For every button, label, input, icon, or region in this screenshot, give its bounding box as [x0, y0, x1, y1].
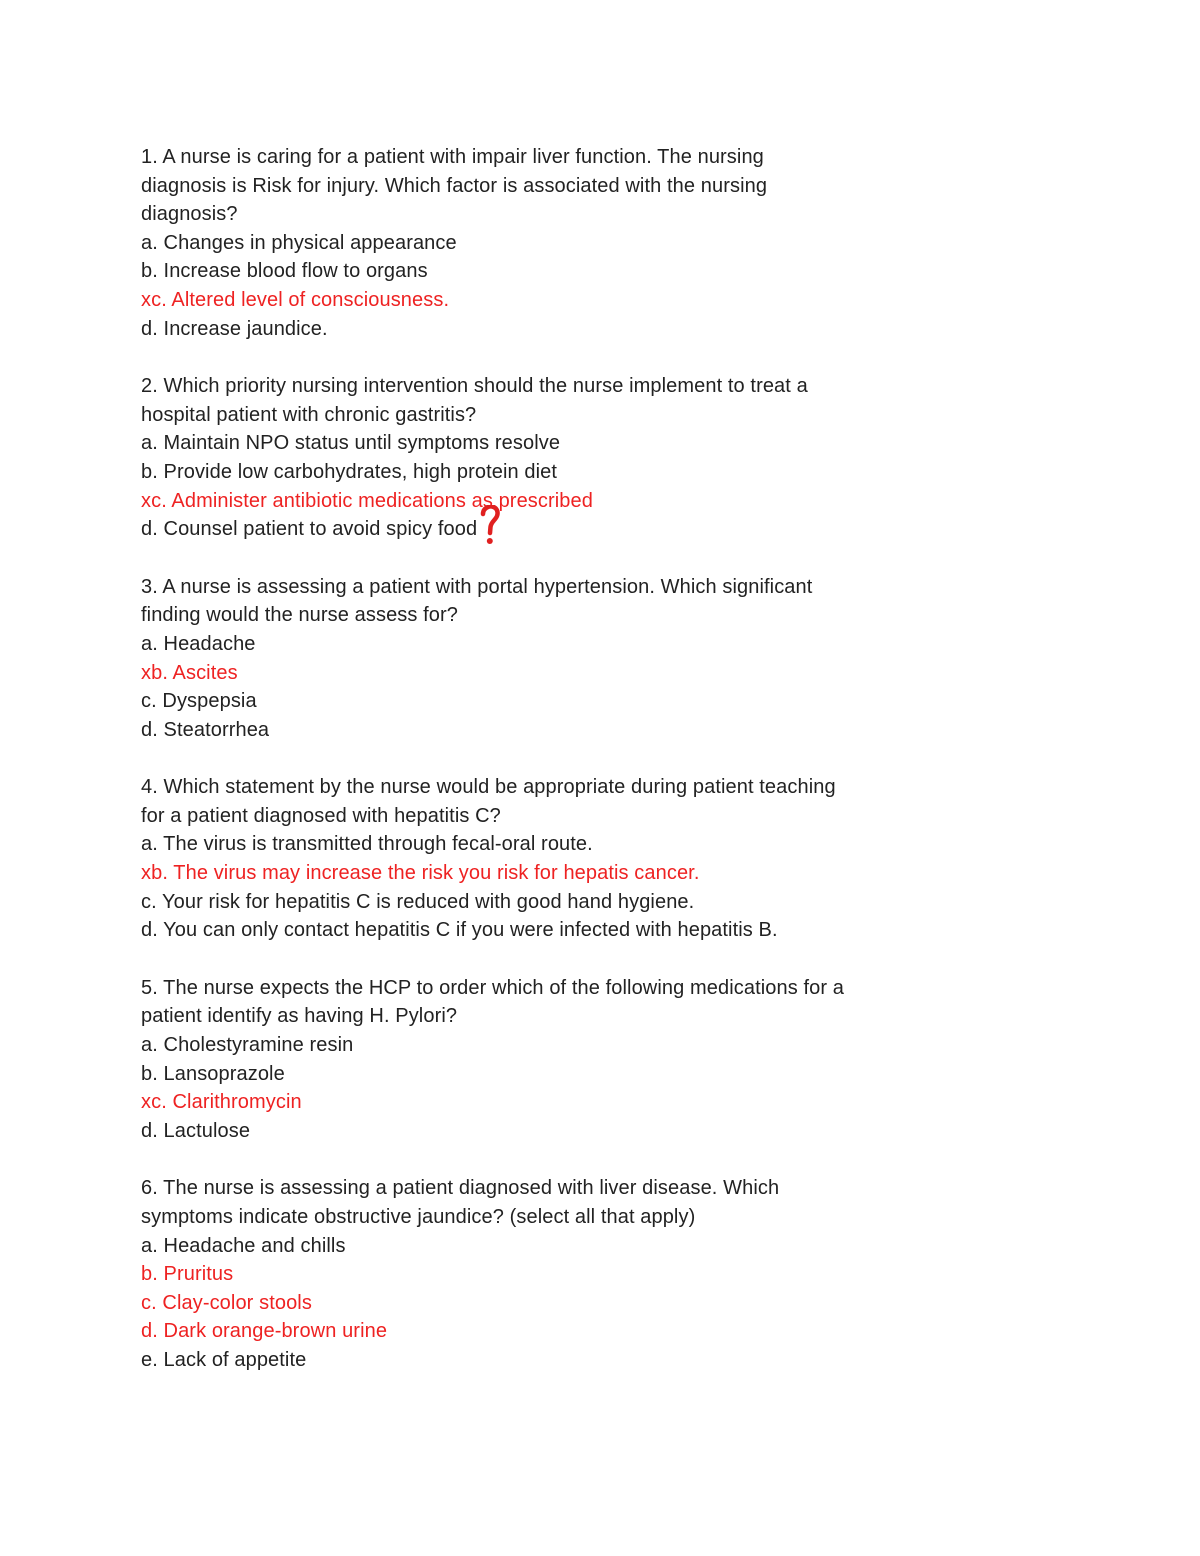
- answer-option: d. Steatorrhea: [141, 718, 270, 741]
- question-stem-line: 1. A nurse is caring for a patient with impair liver function. The nursing: [141, 146, 764, 168]
- question-stem-line: diagnosis?: [141, 203, 238, 226]
- question-stem-line: 3. A nurse is assessing a patient with portal hypertension. Which significant: [141, 575, 813, 598]
- question-stem-line: for a patient diagnosed with hepatitis C?: [141, 804, 501, 827]
- answer-option: b. Increase blood flow to organs: [141, 260, 428, 283]
- question-5: [141, 974, 921, 1146]
- selected-answer-option: xc. Administer antibiotic medications as prescribed: [141, 489, 593, 512]
- question-stem-line: diagnosis is Risk for injury. Which factor is associated with the nursing: [141, 174, 768, 197]
- answer-option: c. Your risk for hepatitis C is reduced with good hand hygiene.: [141, 890, 695, 913]
- question-stem-line: 2. Which priority nursing intervention should the nurse implement to treat a: [141, 375, 808, 398]
- question-stem-line: 5. The nurse expects the HCP to order which of the following medications for a: [141, 976, 844, 999]
- question-stem-line: finding would the nurse assess for?: [141, 604, 459, 627]
- answer-option: d. Lactulose: [141, 1119, 251, 1142]
- selected-answer-option: xc. Clarithromycin: [141, 1091, 302, 1114]
- answer-option: b. Lansoprazole: [141, 1062, 285, 1085]
- selected-answer-option: c. Clay-color stools: [141, 1291, 312, 1314]
- answer-option-with-annotation: [141, 515, 921, 544]
- question-3: [141, 573, 921, 745]
- answer-option: d. You can only contact hepatitis C if you were infected with hepatitis B.: [141, 919, 778, 942]
- selected-answer-option: b. Pruritus: [141, 1263, 234, 1286]
- question-4: [141, 773, 921, 945]
- question-stem-line: 6. The nurse is assessing a patient diagnosed with liver disease. Which: [141, 1177, 780, 1200]
- answer-option: e. Lack of appetite: [141, 1348, 307, 1371]
- answer-option-text: d. Counsel patient to avoid spicy food: [141, 518, 478, 541]
- question-1: [141, 143, 921, 343]
- question-stem-line: hospital patient with chronic gastritis?: [141, 403, 477, 426]
- question-6: [141, 1174, 921, 1374]
- answer-option: a. Maintain NPO status until symptoms resolve: [141, 432, 561, 455]
- question-stem-line: patient identify as having H. Pylori?: [141, 1005, 458, 1028]
- answer-option: a. Changes in physical appearance: [141, 231, 457, 254]
- selected-answer-option: d. Dark orange-brown urine: [141, 1320, 388, 1343]
- answer-option: a. The virus is transmitted through fecal-oral route.: [141, 833, 593, 856]
- selected-answer-option: xb. The virus may increase the risk you risk for hepatis cancer.: [141, 862, 700, 885]
- question-2: [141, 372, 921, 544]
- answer-option: a. Headache and chills: [141, 1234, 346, 1257]
- answer-option: a. Headache: [141, 632, 256, 655]
- selected-answer-option: xb. Ascites: [141, 661, 238, 684]
- document-page: [141, 143, 921, 1404]
- question-stem-line: symptoms indicate obstructive jaundice? (select all that apply): [141, 1206, 696, 1228]
- question-mark-icon: [477, 515, 499, 543]
- answer-option: a. Cholestyramine resin: [141, 1034, 354, 1057]
- question-stem-line: 4. Which statement by the nurse would be appropriate during patient teaching: [141, 776, 836, 799]
- answer-option: d. Increase jaundice.: [141, 317, 328, 340]
- selected-answer-option: xc. Altered level of consciousness.: [141, 288, 450, 311]
- answer-option: c. Dyspepsia: [141, 690, 257, 713]
- answer-option: b. Provide low carbohydrates, high protein diet: [141, 460, 558, 483]
